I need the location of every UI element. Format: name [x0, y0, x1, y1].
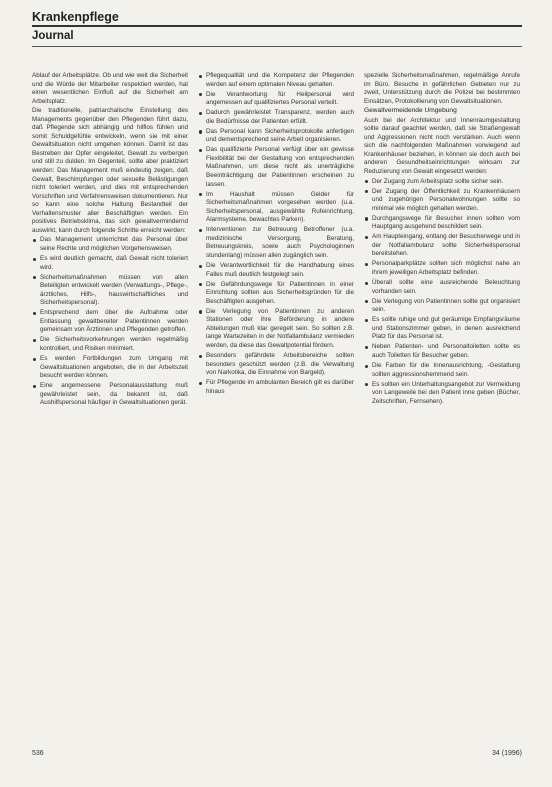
journal-title: Krankenpflege — [32, 10, 119, 24]
column-1 — [32, 72, 188, 409]
list-item: Am Haupteingang, entlang der Besucherwege und in der Notfallambulanz sollte Sicherheitspersonal bereitstehen. — [364, 233, 520, 259]
list-item: Im Haushalt müssen Gelder für Sicherheitsmaßnahmen vorgesehen werden (u.a. Sicherheitspersonal, ausgewählte Rufeinrichtung, Alarmsysteme, bewachtes Parken). — [198, 191, 354, 225]
column-3 — [364, 72, 520, 409]
section-rule — [32, 46, 522, 47]
list-item: Eine angemessene Personalausstattung muß gewährleistet sein, da bekannt ist, daß Aushilfspersonal häufiger in Gewaltsituationen gerät. — [32, 382, 188, 408]
list-item: Sicherheitsmaßnahmen müssen von allen Beteiligten entwickelt werden (Verwaltungs-, Pflege-, ärztliches, Hilfs-, hauswirtschaftliches und Sicherheitspersonal). — [32, 274, 188, 308]
list-item: Es sollte ruhige und gut geräumige Empfangsräume und Stationszimmer geben, in denen ausreichend Platz für das Personal ist. — [364, 316, 520, 342]
list-item: Durchgangswege für Besucher innen sollten vom Hauptgang ausgehend beschildert sein. — [364, 215, 520, 232]
list-item: Es werden Fortbildungen zum Umgang mit Gewaltsituationen angeboten, die in der Arbeitszeit besucht werden können. — [32, 355, 188, 381]
list-item: Die Verlegung von Patientinnen zu anderen Stationen oder ihre Beförderung in andere Abteilungen muß klar geregelt sein. So sollten z.B. lange Wartezeiten in der Notfallambulanz vermieden werden, da diese das Gewaltpotential fördern. — [198, 308, 354, 351]
list-item: Die Verantwortung für Heilpersonal wird angemessen auf qualifiziertes Personal verteilt. — [198, 91, 354, 108]
list-item: Das qualifizierte Personal verfügt über ein gewisse Flexibilität bei der Gestaltung von entsprechenden Maßnahmen, um diese nicht als unerträgliche Beeinträchtigung der Patientinnen erscheinen zu lassen. — [198, 146, 354, 189]
page-footer — [32, 750, 522, 760]
column-2 — [198, 72, 354, 409]
section-title: Journal — [32, 30, 74, 42]
paragraph: Ablauf der Arbeitsplätze. Ob und wie weit die Sicherheit und die Würde der Mitarbeiter respektiert werden, hat einen wesentlichen Einfluß auf die Sicherheit am Arbeitsplatz. — [32, 72, 188, 105]
list-item: Der Zugang zum Arbeitsplatz sollte sicher sein. — [364, 178, 520, 187]
list-item: Es wird deutlich gemacht, daß Gewalt nicht toleriert wird. — [32, 255, 188, 272]
text-columns — [32, 72, 522, 409]
list-item: Das Personal kann Sicherheitsprotokolle anfertigen und dementsprechend seine Arbeit organisieren. — [198, 128, 354, 145]
bullet-list — [32, 236, 188, 407]
list-item: Es sollten ein Unterhaltungsangebot zur Vermeidung von Langeweile bei den Patient inne geben (Bücher, Zeitschriften, Fernsehen). — [364, 381, 520, 407]
issue-number: 34 (1996) — [492, 750, 522, 757]
list-item: Überall sollte eine ausreichende Beleuchtung vorhanden sein. — [364, 279, 520, 296]
page-number: 536 — [32, 750, 44, 757]
subheading: Gewaltvermeidende Umgebung — [364, 107, 457, 115]
paragraph: Auch bei der Architektur und Innenraumgestaltung sollte darauf geachtet werden, daß sie Straßengewalt und Aggressionen nicht noch verstärken. Auch wenn sich die nachfolgenden Maßnahmen vorwiegend auf Krankenhäuser beziehen, in können sie doch auch bei anderen Gesundheitseinrichtungen wirksam zur Reduzierung von Gewalt eingesetzt werden: — [364, 116, 520, 176]
list-item: Interventionen zur Betreuung Betroffener (u.a. medizinische Versorgung, Beratung, Betreuungskreis, sowie auch Psychologinnen stundenlang) müssen allen zugänglich sein. — [198, 226, 354, 260]
list-item: Die Verlegung von Patientinnen sollte gut organisiert sein. — [364, 298, 520, 315]
paragraph: Die traditionelle, patriarchalische Einstellung des Managements gegenüber den Pflegenden führt dazu, daß Pflegende sich abhängig und hilflos fühlen und somit Schuldgefühle entwickeln, wenn sie mit einer Gewaltsituation nicht umgehen können. Damit ist das Bestreben der Opfer eingeleitet, Gewalt zu verbergen und still zu dulden. Im Gegenteil, sollte aber praktiziert werden: Das Management muß eindeutig zeigen, daß Gewalt, Beschimpfungen oder sexuelle Belästigungen nicht toleriert werden, und dies mit entsprechenden Vorschriften und Verfahrensweisen dokumentieren. Nur so kann eine solche Haltung Bestandteil der Verhaltensmuster aller Beschäftigten werden. Ein positives Betriebsklima, das sich gewaltvermindernd auswirkt, kann durch folgende Schritte erreicht werden: — [32, 107, 188, 234]
header-rule — [32, 25, 522, 27]
list-item: Entsprechend dem über die Aufnahme oder Entlassung gewaltbereiter Patientinnen werden gemeinsam von Ärztinnen und Pflegenden getroffen. — [32, 309, 188, 335]
list-item: Die Gefährdungswege für Patientinnen in einer Einrichtung sollten aus Sicherheitsgründen für die Beschäftigten ausgehen. — [198, 281, 354, 307]
bullet-list — [364, 178, 520, 407]
list-item: Die Verantwortlichkeit für die Handhabung eines Falles muß deutlich festgelegt sein. — [198, 262, 354, 279]
bullet-list — [198, 72, 354, 396]
list-item: Neben Patienten- und Personaltoiletten sollte es auch Toiletten für Besucher geben. — [364, 343, 520, 360]
list-item: Pflegequalität und die Kompetenz der Pflegenden werden auf einem optimalen Niveau gehalten. — [198, 72, 354, 89]
paragraph: spezielle Sicherheitsmaßnahmen, regelmäßige Anrufe im Büro. Besuche in gefährlichen Gebieten nur zu zweit, Unterstützung durch die Polizei bei bestimmten Einsätzen, Protokollierung von Gewaltsituationen. — [364, 72, 520, 105]
page-header — [32, 10, 522, 47]
list-item: Für Pflegende im ambulanten Bereich gilt es darüber hinaus — [198, 379, 354, 396]
list-item: Das Management unterrichtet das Personal über seine Rechte und möglichen Vorgehensweisen. — [32, 236, 188, 253]
list-item: Der Zugang der Öffentlichkeit zu Krankenhäusern und zugehörigen Personalwohnungen sollte so minimal wie möglich gehalten werden. — [364, 188, 520, 214]
list-item: Personalparkplätze sollten sich möglichst nahe an ihrem jeweiligen Arbeitsplatz befinden. — [364, 260, 520, 277]
list-item: Dadurch gewährleistet Transparenz, werden auch die Bedürfnisse der Patienten erfüllt. — [198, 109, 354, 126]
list-item: Die Sicherheitsvorkehrungen werden regelmäßig kontrolliert, und Risiken minimiert. — [32, 336, 188, 353]
list-item: Besonders gefährdete Arbeitsbereiche sollten besonders geschützt werden (z.B. die Verwaltung von Narkotika, die Einnahme von Bargeld). — [198, 352, 354, 378]
list-item: Die Farben für die Innenausrichtung, -Gestaltung sollten aggressionshemmend sein. — [364, 362, 520, 379]
